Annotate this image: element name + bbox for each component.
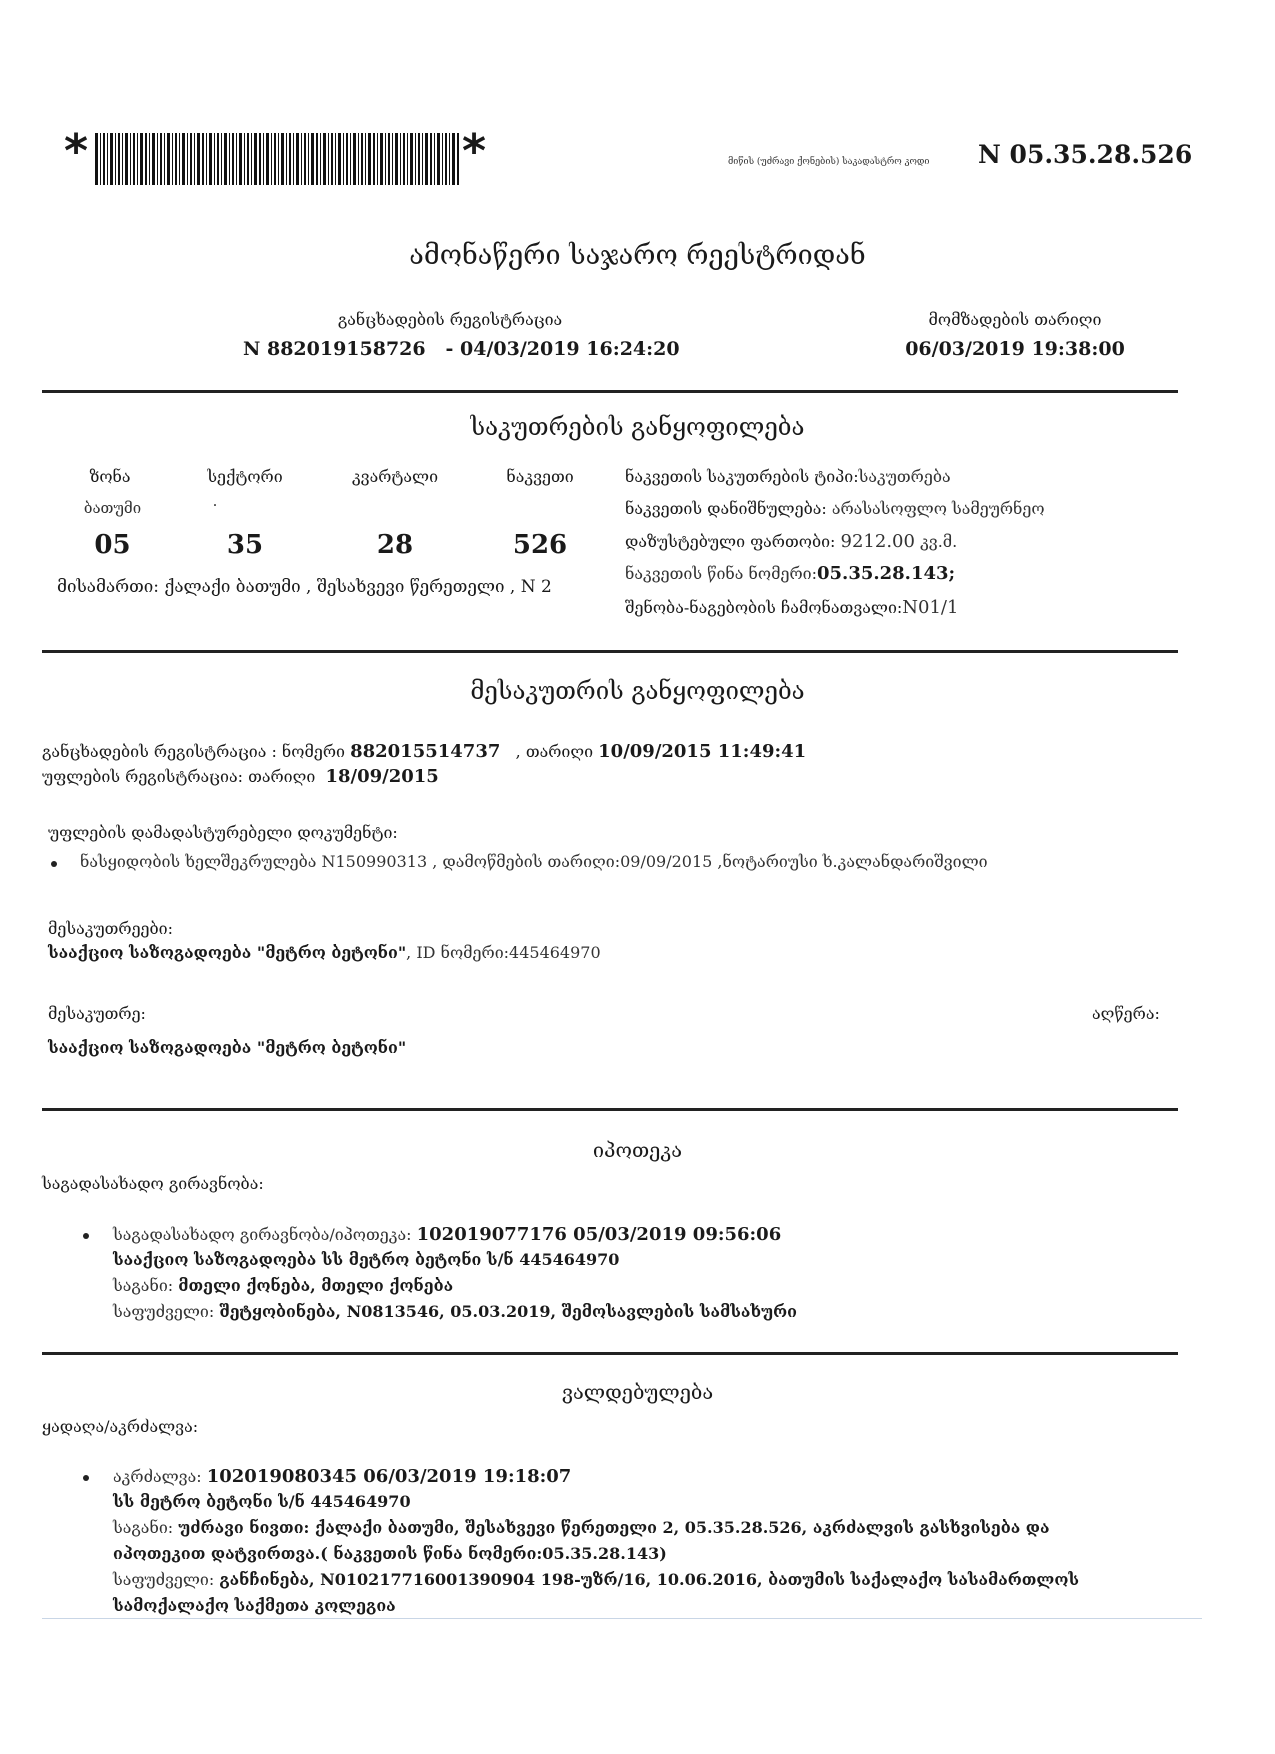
mortgage-section-heading: იპოთეკა: [592, 1138, 683, 1162]
owner-application-registration: განცხადების რეგისტრაცია : ნომერი 882015514737 , თარიღი 10/09/2015 11:49:41: [42, 741, 807, 762]
zone-name: ბათუმი: [83, 499, 142, 517]
bullet-icon: [83, 1233, 89, 1239]
sector-column-header: სექტორი: [207, 467, 283, 486]
prepared-date-label: მომზადების თარიღი: [928, 310, 1102, 329]
ban-basis-line-2: სამოქალაქო საქმეთა კოლეგია: [113, 1596, 396, 1615]
sector-mark: ·: [212, 496, 218, 514]
divider-2: [42, 650, 1178, 653]
bullet-icon: [51, 861, 57, 867]
ban-subject-line-2: იპოთეკით დატვირთვა.( ნაკვეთის წინა ნომერი:05.35.28.143): [113, 1544, 667, 1563]
application-number: N 882019158726 - 04/03/2019 16:24:20: [243, 338, 680, 360]
description-label: აღწერა:: [1092, 1004, 1160, 1023]
tax-lien-item: საგადასახადო გირავნობა/იპოთეკა: 102019077176 05/03/2019 09:56:06: [113, 1224, 782, 1245]
rights-document-label: უფლების დამადასტურებელი დოკუმენტი:: [48, 823, 398, 842]
divider-4: [42, 1352, 1178, 1355]
ban-subject-line-1: საგანი: უძრავი ნივთი: ქალაქი ბათუმი, შესახვევი წერეთელი 2, 05.35.28.526, აკრძალვის გასხვისება და: [113, 1518, 1050, 1537]
zone-value: 05: [94, 530, 131, 560]
ban-company: სს მეტრო ბეტონი ს/ნ 445464970: [113, 1492, 411, 1511]
owners-entry: სააქციო საზოგადოება "მეტრო ბეტონი", ID ნომერი:445464970: [48, 943, 601, 962]
tax-lien-label: საგადასახადო გირავნობა:: [42, 1174, 264, 1193]
divider-1: [42, 390, 1178, 393]
obligation-section-heading: ვალდებულება: [561, 1380, 714, 1404]
bottom-rule: [42, 1618, 1202, 1619]
parcel-purpose: ნაკვეთის დანიშნულება: არასასოფლო სამეურნეო: [625, 499, 1045, 518]
ban-item: აკრძალვა: 102019080345 06/03/2019 19:18:07: [113, 1466, 572, 1487]
quarter-value: 28: [376, 530, 414, 560]
barcode-right-star: *: [462, 124, 487, 178]
seizure-ban-label: ყადაღა/აკრძალვა:: [42, 1417, 199, 1436]
previous-parcel-number: ნაკვეთის წინა ნომერი:05.35.28.143;: [625, 563, 956, 584]
zone-column-header: ზონა: [89, 467, 131, 486]
rights-registration: უფლების რეგისტრაცია: თარიღი 18/09/2015: [42, 766, 439, 787]
document-title: ამონაწერი საჯარო რეესტრიდან: [409, 240, 866, 271]
ban-basis-line-1: საფუძველი: განჩინება, N010217716001390904 198-უზრ/16, 10.06.2016, ბათუმის საქალაქო სასამართლოს: [113, 1570, 1080, 1589]
rights-document-item: ნასყიდობის ხელშეკრულება N150990313 , დამოწმების თარიღი:09/09/2015 ,ნოტარიუსი ხ.კალანდარიშვილი: [80, 852, 988, 871]
barcode-image: [95, 133, 460, 185]
property-section-heading: საკუთრების განყოფილება: [470, 413, 805, 441]
cadastral-code-number: N 05.35.28.526: [978, 140, 1193, 169]
parcel-column-header: ნაკვეთი: [506, 467, 574, 486]
owner-label: მესაკუთრე:: [48, 1004, 146, 1023]
buildings-list: შენობა-ნაგებობის ჩამონათვალი:N01/1: [625, 597, 959, 618]
ownership-type: ნაკვეთის საკუთრების ტიპი:საკუთრება: [625, 467, 951, 486]
tax-lien-basis: საფუძველი: შეტყობინება, N0813546, 05.03.2019, შემოსავლების სამსახური: [113, 1302, 797, 1321]
owner-section-heading: მესაკუთრის განყოფილება: [470, 677, 805, 705]
barcode-left-star: *: [64, 124, 89, 178]
quarter-column-header: კვარტალი: [351, 467, 439, 486]
owners-label: მესაკუთრეები:: [48, 919, 173, 938]
address-line: მისამართი: ქალაქი ბათუმი , შესახვევი წერეთელი , N 2: [57, 577, 552, 597]
divider-3: [42, 1108, 1178, 1111]
bullet-icon: [83, 1475, 89, 1481]
application-registration-label: განცხადების რეგისტრაცია: [337, 310, 563, 329]
sector-value: 35: [226, 530, 264, 560]
prepared-date-value: 06/03/2019 19:38:00: [905, 338, 1125, 360]
cadastral-code-caption: მიწის (უძრავი ქონების) საკადასტრო კოდი: [728, 157, 930, 167]
parcel-value: 526: [512, 530, 568, 560]
owner-name: სააქციო საზოგადოება "მეტრო ბეტონი": [48, 1038, 407, 1057]
parcel-area: დაზუსტებული ფართობი: 9212.00 კვ.მ.: [625, 531, 958, 552]
tax-lien-subject: საგანი: მთელი ქონება, მთელი ქონება: [113, 1276, 454, 1295]
tax-lien-company: სააქციო საზოგადოება სს მეტრო ბეტონი ს/ნ 445464970: [113, 1250, 620, 1269]
